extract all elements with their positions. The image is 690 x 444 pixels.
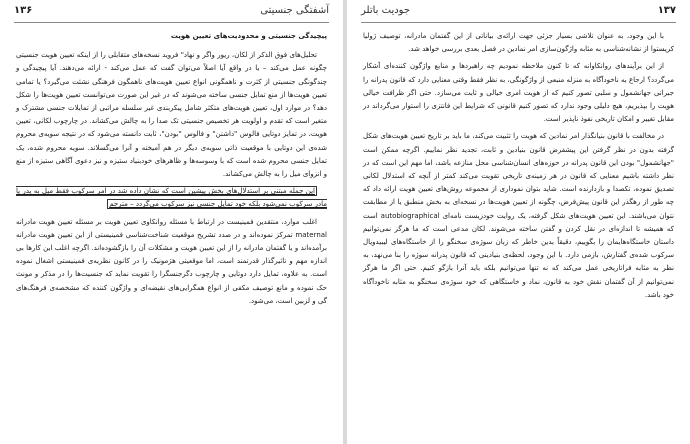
left-page (0, 0, 343, 444)
page-number: ۱۳۷ (657, 5, 676, 16)
paragraph: با این وجود، به عنوان تلاشی بسیار جزئی جهت ارائه‌ی بیاناتی از این گفتمان مادرانه، توصیف ژولیا کریستوا از نشانه‌شناسی به مثابه واژگون‌سازی امر نمادین در فصل بعدی بررسی خواهد شد. (363, 32, 674, 54)
paragraph: از این برآیندهای روانکاوانه که تا کنون ملاحظه نمودیم چه راهبردها و منابع واژگون کننده‌ای آشکار می‌گردد؟ ارجاع به ناخودآگاه به منزله منبعی از واژگونگی، به نظر فقط وقتی معنایی دارد که قانون پدرانه را جبرانی جهانشمول و سلبی تصور کنیم که از هویت امری خیالی و ثابت می‌سازد. حتی اگر ظرافت خیالی هویت را بپذیریم، هیچ دلیلی وجود ندارد که تصور کنیم قانونی که شرایط این فانتزی را استوار می‌گرداند در مقابل تغییر و امکان تاریخی نفوذ ناپذیر است. (363, 62, 674, 124)
section-heading: پیچیدگی جنسیتی و محدودیت‌های تعیین هویت (170, 32, 327, 40)
running-title: آشفتگی جنسیتی (260, 5, 329, 16)
page-body (363, 30, 674, 438)
underlined-note: این جمله مبتنی بر استدلال‌های بخش پیشین است که نشان داده شد در امر سرکوب فقط میل به پدر یا مادر سرکوب نمی‌شود بلکه خود تمایل جنسی نیز سرکوب می‌گردد – مترجم (16, 187, 327, 209)
boxed-footnote (16, 185, 327, 211)
paragraph: اغلب موارد، منتقدین فمینیست در ارتباط با مسئله روانکاوی تعیین هویت بر مسئله تعیین هویت مادرانه maternal تمرکز نموده‌اند و در صدد تشریح موقعیت شناخت‌شناسی فمینیستی از این تعیین هویت مادرانه برآمده‌اند و یا گفتمان مادرانه را از این تعیین هویت و مشکلات آن را بازگشوده‌اند. اگرچه اغلب این کارها بی اندازه مهم و تاثیرگذار قدرتمند است، اما موقعیتی هژمونیک را در کانون نظریه‌ی فمینیستی اشغال نموده است. به علاوه، تمایل دارد دوتایی و چارچوب دگرجنسگرا را تقویت نماید که جنسیت‌ها را در مذکر و مونث حک نموده و مانع توصیف مکفی از انواع همگرایی‌های نقیضه‌ای و واژگون کننده که مشخصه‌ی فرهنگ‌های گی و لزبین است، می‌شود. (16, 217, 327, 305)
page-body (16, 30, 327, 438)
running-title: جودیت باتلر (361, 5, 411, 16)
page-header (361, 0, 676, 23)
paragraph: در مخالفت با قانون بنیانگذار امر نمادین که هویت را تثبیت می‌کند، ما باید بر تاریخ تعیین هویت‌های شکل گرفته بدون در نظر گرفتن این پیشفرض قانون بنیادین و ثابت، تجدید نظر نماییم. اگرچه ممکن است "جهانشمول" بودن این قانون پدرانه در حوزه‌های انسان‌شناسی محل منازعه باشد، اما مهم این است که در نظر داشته باشیم معنایی که قانون در هر زمینه‌ی تاریخی تقویت می‌کند کمتر از آنچه که استدلال لکانی تصدیق نموده، تکصدا و بازدارنده است. شاید بتوان نموداری از مجموعه روش‌های تعیین هویت ارائه داد که چه طور از رهگذر این قانون پیش‌فرض، چگونه از تعیین هویت‌ها در نسخه‌ای به بخش منطبق یا از مطابقت نتوان می‌باشند. این تعیین هویت‌های شکل گرفته، یک روایت خودزیست نامه‌ای autobiographical است که همیشه تا اندازه‌ای در نقل کردن و گفتن ساخته می‌شوند. لکان مدعی است که ما هرگز نمی‌توانیم داستان خاستگاه‌هایمان را بگوییم، دقیقاً بدین خاطر که زبان سوژه‌ی سخنگو را از خاستگاه‌های لیبیدویال سرکوب شده‌ی گفتارش، بازمی دارد. با این وجود، لحظه‌ی بنیادینی که قانون پدرانه سوژه را بنا می‌نهد، به نظر به مثابه فراتاریخی عمل می‌کند که نه تنها می‌توانیم بلکه باید آنرا بازگو کنیم. حتی اگر ما هرگز نمی‌توانیم از آن گفتمان نقش خود به قانون، نماد و خاستگاهی که خود سوژه‌ی سخنگو به مثابه ناخودآگاه خود باشد. (363, 132, 674, 299)
paragraph: تحلیل‌های فوق الذکر از لکان، ریور واگر و نهاد" فرويد نسخه‌های متقابلی را از اینکه تعیین هویت جنسیتی چگونه عمل می‌کند – یا در واقع آیا اصلاً می‌توان گفت که عمل می‌کند - ارائه می‌دهند. آیا پیچیدگی و چندگونگی جنسیتی از کثرت و ناهمگونی انواع تعیین هویت‌های ناهمگون فرهنگی نشئت می‌گیرد؟ یا تمامی تعیین هویت‌ها از منع تمایل جنسی ساخته می‌شوند که در غیر این صورت می‌توانست تعیین هویت‌ها را شکل دهد؟ در موارد اول، تعیین هویت‌های متکثر شامل پیکربندی غیر سلسله مراتبی از تمایلات جنسی مشترک و متغیر است که تقدم و اولویت هر تخصیص جنسیتی تک صدا را به چالش می‌کشاند. در چارچوب لکانی، تعیین هویت، در تمایز دوتایی فالوس "داشتن" و فالوس "بودن"، ثابت دانسته می‌شود که در نتیجه سویه‌ی محروم شده‌ی این دوتایی با موقعیت ذاتی سویه‌ی دیگر در هم آمیخته و آنرا می‌گسلاند. سویه محروم شده، یک تمایل جنسی محروم شده است که با وسوسه‌ها و ظاهرهای خودبنیاد ستیزه و نیز دعوی آگاهی ستیزه از منع و انزوای میل را به چالش می‌کشاند. (16, 51, 327, 179)
page-header (14, 0, 329, 23)
right-page (347, 0, 690, 444)
page-number: ۱۳۶ (14, 5, 33, 16)
